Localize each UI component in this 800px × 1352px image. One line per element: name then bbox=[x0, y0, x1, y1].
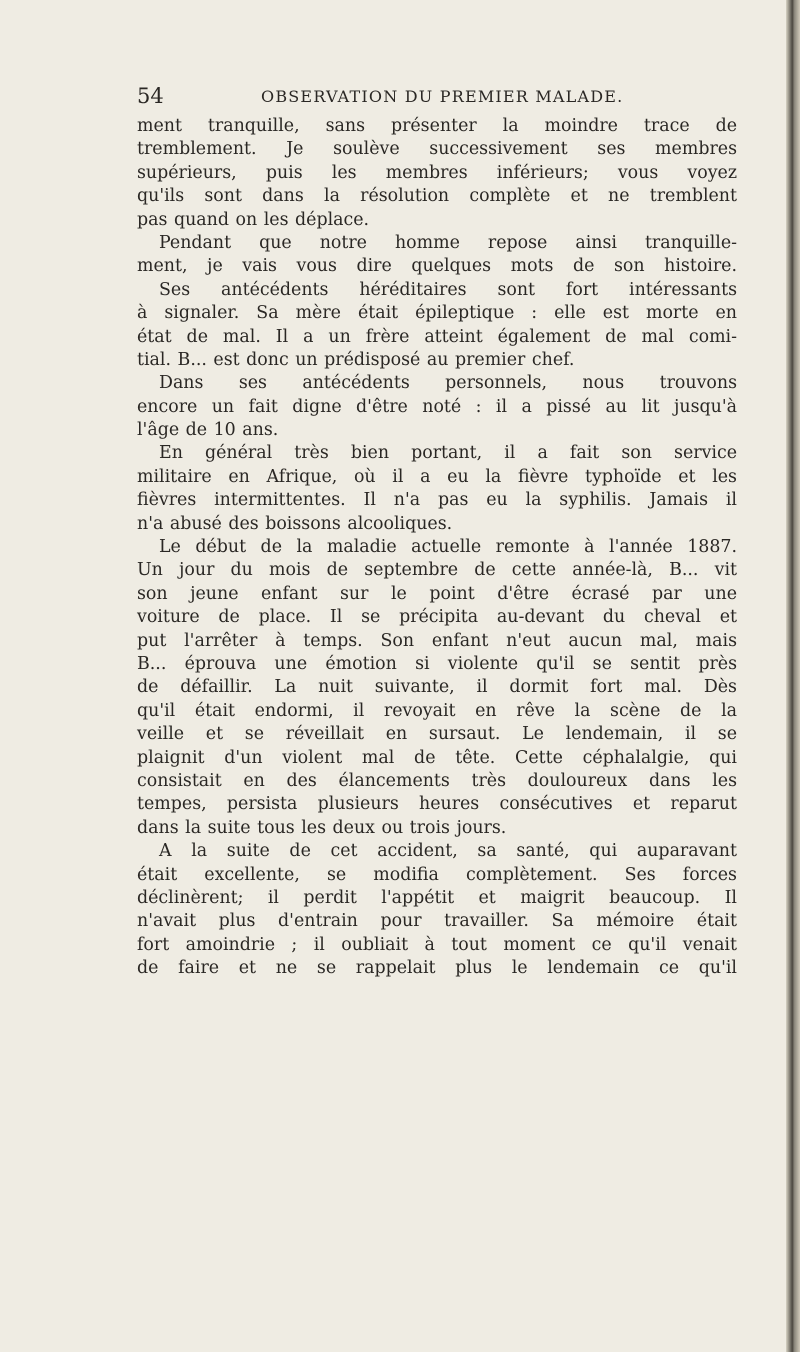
text-line: voiture de place. Il se précipita au-devant du cheval et bbox=[137, 607, 737, 628]
text-line: tempes, persista plusieurs heures consécutives et reparut bbox=[137, 794, 737, 815]
text-line: Ses antécédents héréditaires sont fort intéressants bbox=[159, 279, 737, 300]
running-head: OBSERVATION DU PREMIER MALADE. bbox=[261, 87, 624, 106]
text-line: fièvres intermittentes. Il n'a pas eu la syphilis. Jamais il bbox=[137, 490, 737, 511]
page-number: 54 bbox=[137, 84, 164, 108]
text-line: était excellente, se modifia complètement. Ses forces bbox=[137, 864, 737, 885]
text-line: de défaillir. La nuit suivante, il dormit fort mal. Dès bbox=[137, 677, 737, 698]
text-line: n'a abusé des boissons alcooliques. bbox=[137, 513, 453, 534]
page-edge-shadow bbox=[786, 0, 800, 1352]
text-line: put l'arrêter à temps. Son enfant n'eut aucun mal, mais bbox=[137, 630, 737, 651]
text-line: Le début de la maladie actuelle remonte à l'année 1887. bbox=[159, 537, 737, 558]
text-line: tremblement. Je soulève successivement ses membres bbox=[137, 139, 737, 160]
text-line: A la suite de cet accident, sa santé, qui auparavant bbox=[159, 841, 737, 862]
text-line: l'âge de 10 ans. bbox=[137, 420, 279, 441]
text-line: militaire en Afrique, où il a eu la fièvre typhoïde et les bbox=[137, 466, 737, 487]
text-line: son jeune enfant sur le point d'être écrasé par une bbox=[137, 583, 737, 604]
text-line: fort amoindrie ; il oubliait à tout moment ce qu'il venait bbox=[137, 934, 737, 955]
page-header bbox=[137, 84, 737, 110]
text-line: à signaler. Sa mère était épileptique : elle est morte en bbox=[137, 303, 737, 324]
text-line: qu'ils sont dans la résolution complète et ne tremblent bbox=[137, 186, 737, 207]
text-line: veille et se réveillait en sursaut. Le lendemain, il se bbox=[137, 724, 737, 745]
text-line: qu'il était endormi, il revoyait en rêve la scène de la bbox=[137, 700, 737, 721]
text-line: ment, je vais vous dire quelques mots de son histoire. bbox=[137, 256, 737, 277]
text-line: encore un fait digne d'être noté : il a pissé au lit jusqu'à bbox=[137, 396, 737, 417]
text-line: tial. B... est donc un prédisposé au premier chef. bbox=[137, 349, 575, 370]
text-line: pas quand on les déplace. bbox=[137, 209, 370, 230]
body-text bbox=[137, 115, 737, 980]
text-line: consistait en des élancements très douloureux dans les bbox=[137, 770, 737, 791]
text-line: de faire et ne se rappelait plus le lendemain ce qu'il bbox=[137, 958, 737, 979]
text-line: plaignit d'un violent mal de tête. Cette céphalalgie, qui bbox=[137, 747, 737, 768]
text-line: ment tranquille, sans présenter la moindre trace de bbox=[137, 116, 737, 136]
text-line: déclinèrent; il perdit l'appétit et maigrit beaucoup. Il bbox=[137, 887, 737, 908]
text-line: Un jour du mois de septembre de cette année-là, B... vit bbox=[137, 560, 737, 581]
text-line: supérieurs, puis les membres inférieurs; vous voyez bbox=[137, 162, 737, 183]
text-line: état de mal. Il a un frère atteint également de mal comi- bbox=[137, 326, 737, 347]
text-line: dans la suite tous les deux ou trois jours. bbox=[137, 817, 507, 838]
text-line: n'avait plus d'entrain pour travailler. Sa mémoire était bbox=[137, 911, 737, 932]
text-line: Dans ses antécédents personnels, nous trouvons bbox=[159, 373, 737, 394]
text-line: En général très bien portant, il a fait son service bbox=[159, 443, 737, 464]
text-line: Pendant que notre homme repose ainsi tranquille- bbox=[159, 232, 737, 253]
text-line: B... éprouva une émotion si violente qu'il se sentit près bbox=[137, 653, 737, 674]
